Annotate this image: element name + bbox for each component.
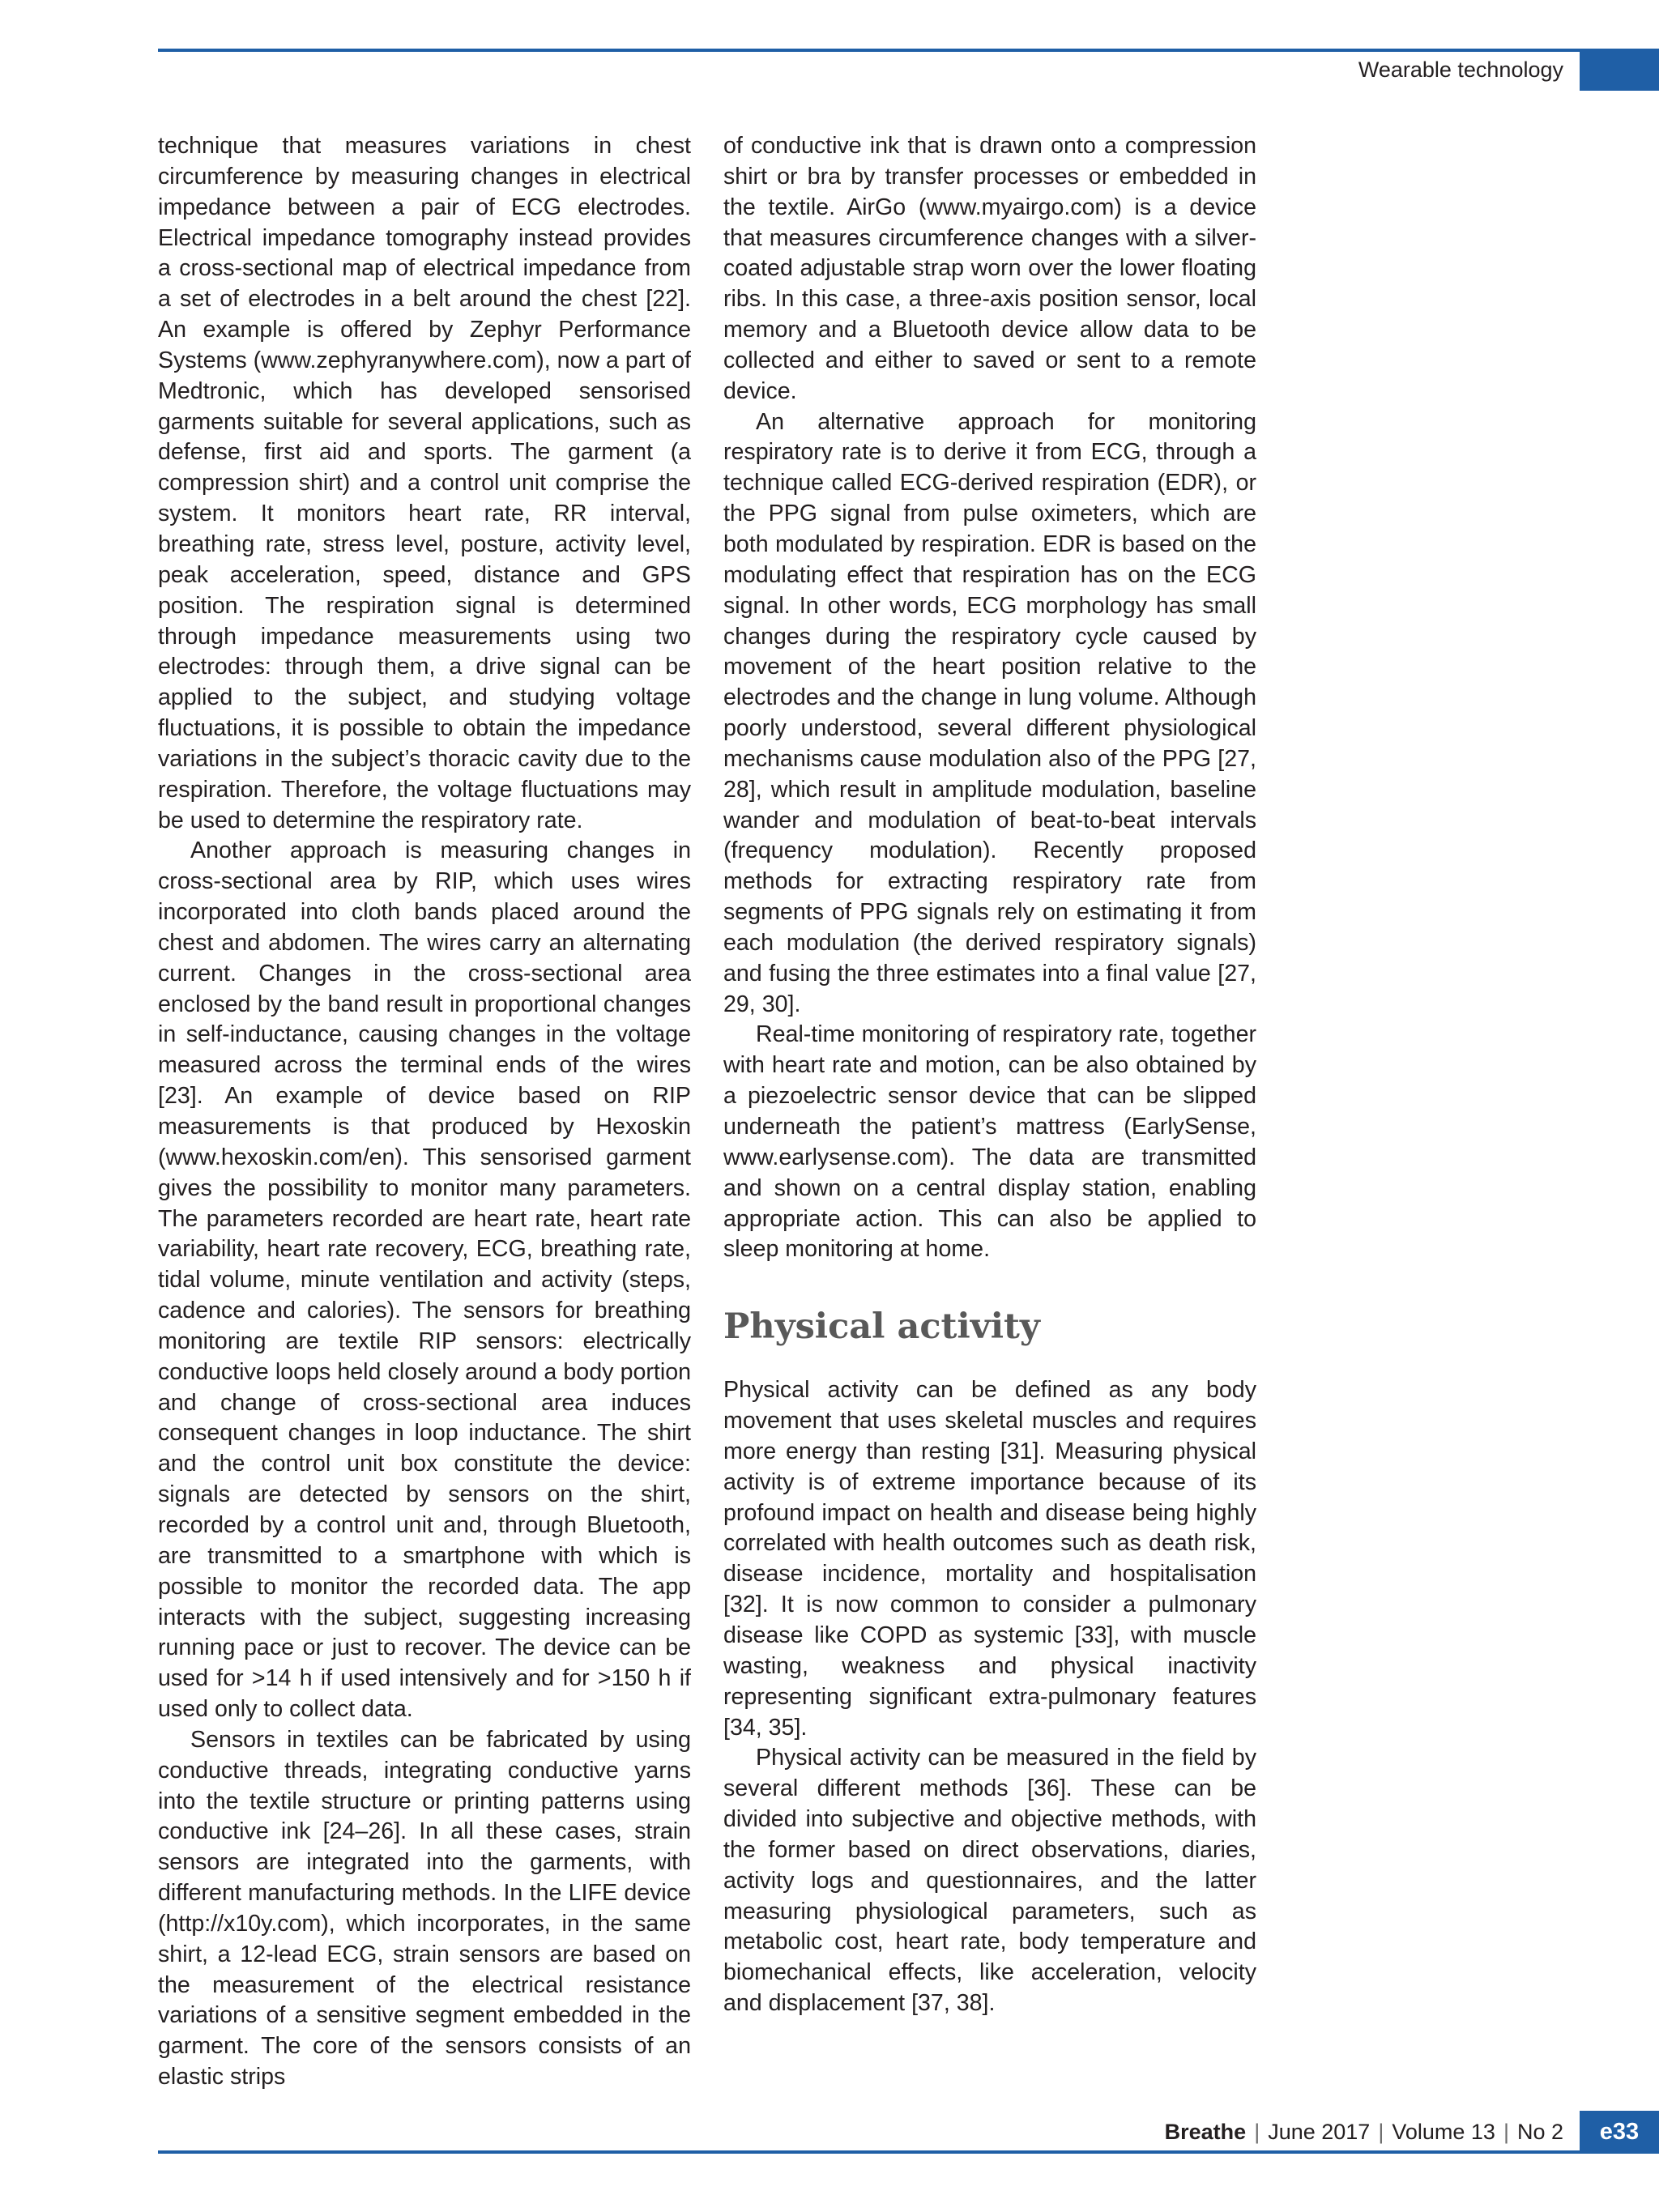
footer-separator: | xyxy=(1503,2120,1509,2144)
left-column xyxy=(158,131,691,2093)
paragraph: Physical activity can be defined as any body movement that uses skeletal muscles and requires more energy than resting [31]. Measuring physical activity is of extreme importance because of its profound impact on health and disease being highly correlated with health outcomes such as death risk, disease incidence, mortality and hospitalisation [32]. It is now common to consider a pulmonary disease like COPD as systemic [33], with muscle wasting, weakness and physical inactivity representing significant extra-pulmonary features [34, 35]. xyxy=(723,1377,1256,1741)
footer-rule xyxy=(158,2150,1580,2154)
header-rule xyxy=(158,49,1580,52)
paragraph: of conductive ink that is drawn onto a compression shirt or bra by transfer processes or embedded in the textile. AirGo (www.myairgo.com) is a device that measures circumference changes with a silver-coated adjustable strap worn over the lower floating ribs. In this case, a three-axis position sensor, local memory and a Bluetooth device allow data to be collected and either to saved or sent to a remote device. xyxy=(723,133,1256,404)
paragraph: An alternative approach for monitoring respiratory rate is to derive it from ECG, through a technique called ECG-derived respiration (EDR), or the PPG signal from pulse oximeters, which are both modulated by respiration. EDR is based on the modulating effect that respiration has on the ECG signal. In other words, ECG morphology has small changes during the respiratory cycle caused by movement of the heart position relative to the electrodes and the change in lung volume. Although poorly understood, several different physiological mechanisms cause modulation also of the PPG [27, 28], which result in amplitude modulation, baseline wander and modulation of beat-to-beat intervals (frequency modulation). Recently proposed methods for extracting respiratory rate from segments of PPG signals rely on estimating it from each modulation (the derived respiratory signals) and fusing the three estimates into a final value [27, 29, 30]. xyxy=(723,408,1256,1017)
footer-separator: | xyxy=(1378,2120,1384,2144)
footer-citation xyxy=(1165,2120,1563,2145)
issue-number: No 2 xyxy=(1516,2120,1563,2144)
paragraph: Another approach is measuring changes in cross-sectional area by RIP, which uses wires incorporated into cloth bands placed around the chest and abdomen. The wires carry an alternating current. Changes in the cross-sectional area enclosed by the band result in proportional changes in self-inductance, causing changes in the voltage measured across the terminal ends of the wires [23]. An example of device based on RIP measurements is that produced by Hexoskin (www.hexoskin.com/en). This sensorised garment gives the possibility to monitor many parameters. The parameters recorded are heart rate, heart rate variability, heart rate recovery, ECG, breathing rate, tidal volume, minute ventilation and activity (steps, cadence and calories). The sensors for breathing monitoring are textile RIP sensors: electrically conductive loops held closely around a body portion and change of cross-sectional area induces consequent changes in loop inductance. The shirt and the control unit box constitute the device: signals are detected by sensors on the shirt, recorded by a control unit and, through Bluetooth, are transmitted to a smartphone with which is possible to monitor the recorded data. The app interacts with the subject, suggesting increasing running pace or just to recover. The device can be used for >14 h if used intensively and for >150 h if used only to collect data. xyxy=(158,837,691,1723)
right-column xyxy=(723,131,1256,2019)
paragraph: technique that measures variations in chest circumference by measuring changes in electrical impedance between a pair of ECG electrodes. Electrical impedance tomography instead provides a cross-sectional map of electrical impedance from a set of electrodes in a belt around the chest [22]. An example is offered by Zephyr Performance Systems (www.zephyranywhere.com), now a part of Medtronic, which has developed sensorised garments suitable for several applications, such as defense, first aid and sports. The garment (a compression shirt) and a control unit comprise the system. It monitors heart rate, RR interval, breathing rate, stress level, posture, activity level, peak acceleration, speed, distance and GPS position. The respiration signal is determined through impedance measurements using two electrodes: through them, a drive signal can be applied to the subject, and studying voltage fluctuations, it is possible to obtain the impedance variations in the subject’s thoracic cavity due to the respiration. Therefore, the voltage fluctuations may be used to determine the respiratory rate. xyxy=(158,133,691,833)
paragraph: Real-time monitoring of respiratory rate, together with heart rate and motion, can be also obtained by a piezoelectric sensor device that can be slipped underneath the patient’s mattress (EarlySense, www.earlysense.com). The data are transmitted and shown on a central display station, enabling appropriate action. This can also be applied to sleep monitoring at home. xyxy=(723,1021,1256,1263)
section-label: Wearable technology xyxy=(1358,58,1563,82)
section-heading: Physical activity xyxy=(723,1306,1040,1348)
footer-separator: | xyxy=(1254,2120,1260,2144)
paragraph: Sensors in textiles can be fabricated by using conductive threads, integrating conductive yarns into the textile structure or printing patterns using conductive ink [24–26]. In all these cases, strain sensors are integrated into the garments, with different manufacturing methods. In the LIFE device (http://x10y.com), which incorporates, in the same shirt, a 12-lead ECG, strain sensors are based on the measurement of the electrical resistance variations of a sensitive segment embedded in the garment. The core of the sensors consists of an elastic strips xyxy=(158,1726,691,2091)
volume: Volume 13 xyxy=(1392,2120,1495,2144)
journal-name: Breathe xyxy=(1164,2120,1247,2144)
paragraph: Physical activity can be measured in the field by several different methods [36]. These can be divided into subjective and objective methods, with the former based on direct observations, diaries, activity logs and questionnaires, and the latter measuring physiological parameters, such as metabolic cost, heart rate, body temperature and biomechanical effects, like acceleration, velocity and displacement [37, 38]. xyxy=(723,1745,1256,2017)
header-color-block xyxy=(1580,49,1659,91)
page-number: e33 xyxy=(1580,2111,1659,2154)
issue-date: June 2017 xyxy=(1268,2120,1371,2144)
